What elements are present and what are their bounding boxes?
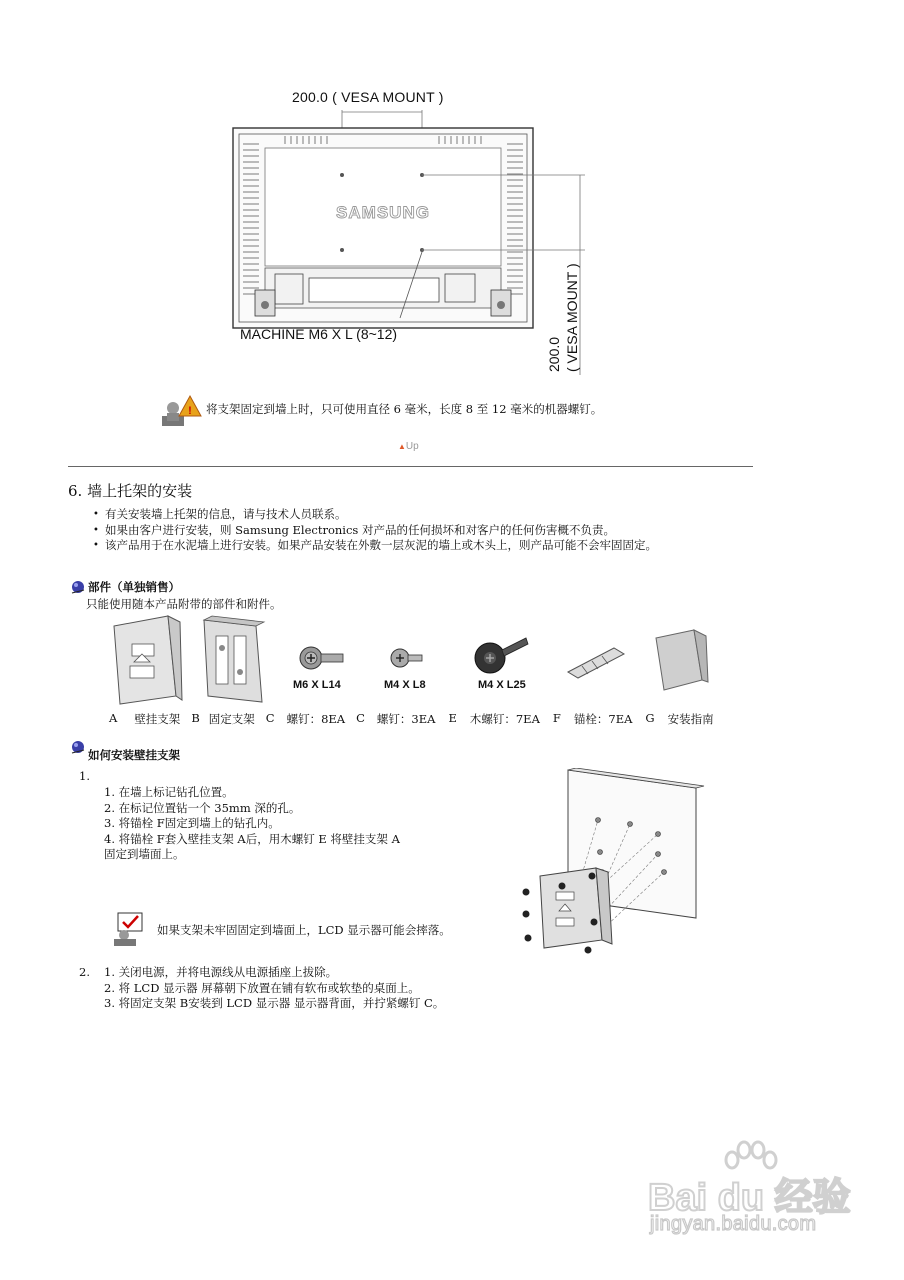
step1-number: 1. xyxy=(79,769,90,783)
wood-screw-image xyxy=(472,634,532,678)
part-letter: A xyxy=(109,711,118,725)
part-letter: B xyxy=(191,711,200,725)
bullet-item: • 如果由客户进行安装，则 Samsung Electronics 对产品的任何损坏和对客户的任何伤害概不负责。 xyxy=(91,523,771,539)
warning-text: 将支架固定到墙上时，只可使用直径 6 毫米，长度 8 至 12 毫米的机器螺钉。 xyxy=(206,402,603,416)
svg-text:!: ! xyxy=(188,405,192,417)
parts-subtext: 只能使用随本产品附带的部件和附件。 xyxy=(86,597,282,611)
part-name: 锚栓：7EA xyxy=(573,712,633,726)
screw-m4-l8-image xyxy=(388,645,428,671)
part-letter: C xyxy=(356,711,365,725)
step2-number: 2. xyxy=(79,965,90,979)
installation-guide-image xyxy=(652,628,710,692)
wood-screw-label: M4 X L25 xyxy=(478,679,526,691)
watermark-logo: Bai du 经验 xyxy=(648,1177,851,1219)
step1-item: 固定到墙面上。 xyxy=(104,847,185,861)
part-letter: G xyxy=(645,711,655,725)
part-name: 安装指南 xyxy=(667,712,714,726)
parts-labels-row xyxy=(109,711,714,727)
screw-m6-label: M6 X L14 xyxy=(293,679,341,691)
part-letter: C xyxy=(265,711,275,725)
step1-list xyxy=(104,785,400,863)
section-divider xyxy=(68,466,753,467)
watermark-url: jingyan.baidu.com xyxy=(650,1213,817,1235)
screw-m6-image xyxy=(297,643,347,673)
parts-heading: 部件（单独销售） xyxy=(88,580,180,594)
step1-item: 4. 将锚栓 F套入壁挂支架 A后，用木螺钉 E 将壁挂支架 A xyxy=(104,831,400,846)
vesa-side-text: ( VESA MOUNT ) xyxy=(564,263,580,372)
step2-item: 3. 将固定支架 B安装到 LCD 显示器 显示器背面，并拧紧螺钉 C。 xyxy=(104,996,445,1010)
step1-item: 3. 将锚栓 F固定到墙上的钻孔内。 xyxy=(104,816,280,830)
fixing-bracket-image xyxy=(198,614,270,706)
step2-list xyxy=(104,965,444,1012)
step1-item: 1. 在墙上标记钻孔位置。 xyxy=(104,785,234,799)
section-bullets xyxy=(91,507,771,554)
check-note-icon xyxy=(110,911,150,947)
part-name: 壁挂支架 xyxy=(134,712,181,726)
howto-heading: 如何安装壁挂支架 xyxy=(88,748,180,762)
part-letter: E xyxy=(448,711,457,725)
screw-m4-l8-label: M4 X L8 xyxy=(384,679,426,691)
part-name: 固定支架 xyxy=(208,712,255,726)
step2-item: 1. 关闭电源，并将电源线从电源插座上拔除。 xyxy=(104,965,338,979)
up-link[interactable]: ▲Up xyxy=(398,441,419,452)
up-arrow-icon: ▲ xyxy=(398,442,406,451)
step2-item: 2. 将 LCD 显示器 屏幕朝下放置在铺有软布或软垫的桌面上。 xyxy=(104,980,420,995)
bullet-item: • 有关安装墙上托架的信息，请与技术人员联系。 xyxy=(91,507,771,523)
bullet-item: • 该产品用于在水泥墙上进行安装。如果产品安装在外敷一层灰泥的墙上或木头上，则产品可能不会牢固固定。 xyxy=(91,538,771,554)
part-name: 螺钉：8EA xyxy=(286,712,346,726)
part-letter: F xyxy=(552,711,561,725)
vesa-side-label xyxy=(545,263,725,372)
part-name: 木螺钉：7EA xyxy=(469,712,540,726)
vesa-top-label: 200.0 ( VESA MOUNT ) xyxy=(292,89,444,105)
anchor-image xyxy=(564,640,634,680)
wall-bracket-image xyxy=(106,614,186,706)
part-name: 螺钉：3EA xyxy=(376,712,436,726)
step1-item: 2. 在标记位置钻一个 35mm 深的孔。 xyxy=(104,800,301,815)
machine-screw-label: MACHINE M6 X L (8~12) xyxy=(240,326,398,342)
warning-person-icon xyxy=(160,394,202,428)
sphere-bullet-icon xyxy=(70,739,86,755)
sphere-bullet-icon xyxy=(70,579,86,595)
wall-install-diagram xyxy=(518,768,728,958)
vesa-side-value: 200.0 xyxy=(546,336,562,372)
step1-note: 如果支架未牢固固定到墙面上，LCD 显示器可能会摔落。 xyxy=(157,923,451,937)
brand-logo: SAMSUNG xyxy=(336,203,430,222)
section-title: 6. 墙上托架的安装 xyxy=(68,482,193,500)
